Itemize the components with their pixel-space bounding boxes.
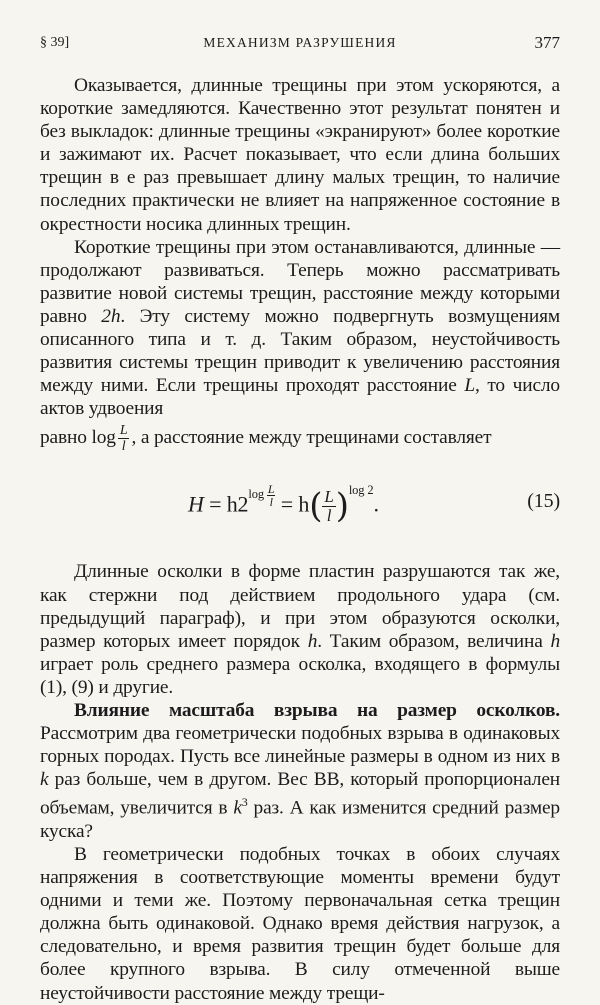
paragraph-3-text-a: Длинные осколки в форме пластин разрушаются так же, как стержни под действием продольного удара (см. предыдущий параграф), и при этом образуются осколки, размер которых имеет порядок bbox=[40, 561, 560, 652]
paragraph-3 bbox=[40, 560, 560, 699]
eq-superscript bbox=[248, 481, 275, 509]
paragraph-3-text-b: . Таким образом, величина bbox=[317, 630, 551, 652]
eq-inner-fraction bbox=[322, 488, 335, 525]
paragraph-4-text-c: раз. А как изменится средний размер куска? bbox=[40, 797, 560, 842]
page-number: 377 bbox=[534, 33, 560, 52]
math-L: L bbox=[464, 375, 475, 397]
math-2h: 2h bbox=[101, 305, 121, 327]
page-header bbox=[40, 33, 560, 55]
eq-lhs: H bbox=[188, 491, 204, 517]
paragraph-4-text-b: раз больше, чем в другом. Вес ВВ, который пропорционален объемам, увеличится в bbox=[40, 769, 560, 819]
eq-dot: . bbox=[373, 491, 379, 517]
paragraph-2-text-a: Короткие трещины при этом останавливаются, длинные — продолжают развиваться. Теперь можно рассматривать развитие новой системы трещин, расстояние между которыми равно bbox=[40, 236, 560, 327]
log-label: равно log bbox=[40, 427, 116, 449]
eq-inner-den: l bbox=[326, 506, 332, 526]
section-heading-inline: Влияние масштаба взрыва на размер осколков. bbox=[74, 699, 560, 721]
eq-exponent: log 2 bbox=[348, 482, 374, 497]
paragraph-5 bbox=[40, 843, 560, 1005]
equation-body bbox=[188, 481, 379, 527]
frac-numerator: L bbox=[119, 423, 128, 439]
eq-sup-log: log bbox=[248, 486, 267, 501]
eq-inner-num: L bbox=[324, 487, 334, 507]
running-title: МЕХАНИЗМ РАЗРУШЕНИЯ bbox=[203, 35, 397, 50]
eq-sup-num: L bbox=[267, 481, 275, 496]
paragraph-1-text: Оказывается, длинные трещины при этом ускоряются, а короткие замедляются. Качественно этот результат понятен и без выкладок: длинные трещины «экранируют» более короткие и зажимают их. Расчет показывает, что если длина больших трещин в e раз превышает длину малых трещин, то наличие последних практически не влияет на напряженное состояние в окрестности носика длинных трещин. bbox=[40, 75, 560, 235]
frac-denominator: l bbox=[121, 439, 126, 455]
eq-part-2: = h bbox=[275, 491, 310, 517]
paragraph-1 bbox=[40, 74, 560, 236]
eq-part-1: = h2 bbox=[203, 491, 249, 517]
math-h: h bbox=[307, 630, 318, 652]
paragraph-4 bbox=[40, 699, 560, 843]
paragraph-2 bbox=[40, 236, 560, 421]
page-body bbox=[40, 74, 560, 1005]
equation-15 bbox=[40, 462, 560, 548]
equation-number: (15) bbox=[527, 490, 560, 513]
math-k3: k bbox=[233, 797, 242, 819]
fraction-L-over-l bbox=[118, 423, 130, 454]
paragraph-2-text-c: , то число актов удвоения bbox=[40, 375, 560, 420]
eq-sup-fraction bbox=[267, 483, 276, 508]
eq-paren-close: ) bbox=[335, 486, 349, 527]
log-line bbox=[40, 420, 560, 456]
log-line-tail: , а расстояние между трещинами составляет bbox=[131, 427, 492, 449]
math-k: k bbox=[40, 769, 49, 791]
paragraph-3-text-c: играет роль среднего размера осколка, входящего в формулы (1), (9) и другие. bbox=[40, 653, 560, 698]
eq-paren-open: ( bbox=[309, 486, 323, 527]
paragraph-2-text-b: . Эту систему можно подвергнуть возмущениям описанного типа и т. д. Таким образом, неустойчивость развития системы трещин приводит к увеличению расстояния между ними. Если трещины проходят расстояние bbox=[40, 305, 560, 397]
section-marker: § 39] bbox=[40, 35, 70, 50]
paragraph-4-text-a: Рассмотрим два геометрически подобных взрыва в одинаковых горных породах. Пусть все линейные размеры в одном из них в bbox=[40, 723, 560, 768]
eq-sup-den: l bbox=[269, 494, 273, 509]
paragraph-5-text: В геометрически подобных точках в обоих случаях напряжения в соответствующие моменты времени будут одними и теми же. Поэтому первоначальная сетка трещин должна быть одинаковой. Однако время действия нагрузок, а следовательно, и время развития трещин будет больше для более крупного взрыва. В силу отмеченной выше неустойчивости расстояние между трещи- bbox=[40, 844, 560, 1004]
math-k3-exponent: 3 bbox=[241, 795, 248, 810]
math-h-2: h bbox=[550, 630, 560, 652]
